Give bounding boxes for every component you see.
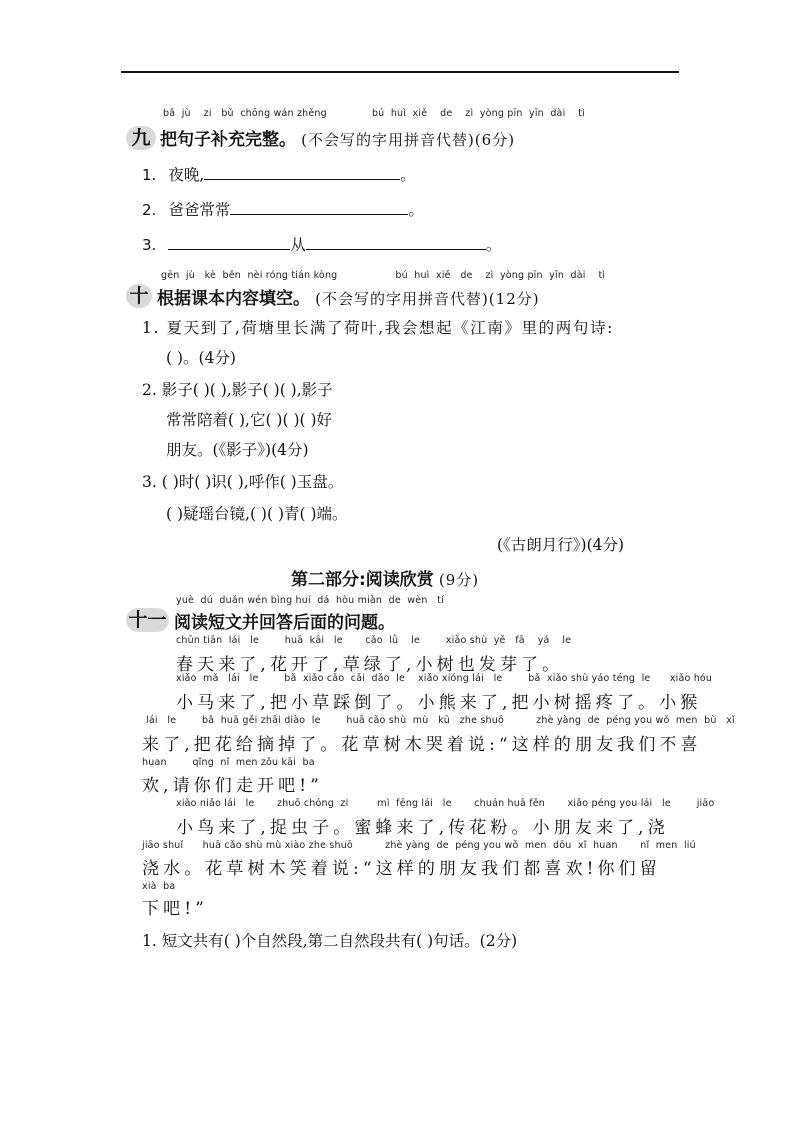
passage-pinyin: xiǎo mǎ lái le bǎ xiǎo cǎo cǎi dǎo le xiǎo xióng lái le bǎ xiǎo shù yáo téng le xiǎo hóu <box>176 673 713 684</box>
passage-line: 春天来了,花开了,草绿了,小树也发芽了。 <box>176 655 564 675</box>
header-rule <box>121 71 679 73</box>
passage-pinyin: jiāo shuǐ huā cǎo shù mù xiào zhe shuō zhè yàng de péng you wǒ men dōu xǐ huan nǐ men liú <box>142 840 696 851</box>
q10-title: 根据课本内容填空。 <box>157 289 310 309</box>
q10-line-2: ( )。(4分) <box>166 349 236 367</box>
part2-title: 第二部分:阅读欣赏 <box>291 570 434 590</box>
q10-title-pinyin: gēn jù kè běn nèi róng tián kòng bú huì xiě de zì yòng pīn yīn dài tì <box>161 270 606 281</box>
q10-line-4: 常常陪着( ),它( )( )( )好 <box>166 411 333 429</box>
q10-line-3: 2. 影子( )( ),影子( )( ),影子 <box>142 381 333 399</box>
q10-heading <box>157 284 540 309</box>
q11-heading <box>174 608 395 633</box>
q9-item-2: 2. 爸爸常常 。 <box>142 201 424 219</box>
q9-title-pinyin: bǎ jù zi bǔ chōng wán zhěng bú huì xiě de zì yòng pīn yīn dài tì <box>163 108 586 119</box>
q9-item-1: 1. 夜晚, 。 <box>142 166 416 184</box>
passage-line: 小马来了,把小草踩倒了。小熊来了,把小树摇疼了。小猴 <box>176 693 702 713</box>
passage-pinyin: xià ba <box>142 881 176 892</box>
q10-line-6: 3. ( )时( )识( ),呼作( )玉盘。 <box>142 473 344 491</box>
q9-note: (不会写的字用拼音代替)(6分) <box>301 131 516 149</box>
passage-pinyin: chūn tiān lái le huā kāi le cǎo lǜ le xiǎo shù yě fā yá le <box>176 635 572 646</box>
passage-line: 下吧!” <box>142 899 208 919</box>
q9-heading <box>160 125 515 150</box>
q10-line-1: 1. 夏天到了,荷塘里长满了荷叶,我会想起《江南》里的两句诗: <box>142 319 614 337</box>
passage-pinyin: huan qǐng nǐ men zǒu kāi ba <box>142 757 315 768</box>
answer-blank[interactable] <box>306 235 486 250</box>
answer-blank[interactable] <box>204 165 400 180</box>
part2-heading <box>291 565 479 590</box>
q11-question-1: 1. 短文共有( )个自然段,第二自然段共有( )句话。(2分) <box>142 932 518 950</box>
passage-line: 来了,把花给摘掉了。花草树木哭着说:“这样的朋友我们不喜 <box>142 735 702 755</box>
passage-line: 小鸟来了,捉虫子。蜜蜂来了,传花粉。小朋友来了,浇 <box>176 818 669 838</box>
passage-line: 欢,请你们走开吧!” <box>142 776 323 796</box>
q9-item-3: 3. 从 。 <box>142 236 502 254</box>
answer-blank[interactable] <box>230 200 408 215</box>
q10-line-8: (《古朗月行》)(4分) <box>497 536 625 554</box>
q10-line-7: ( )疑瑶台镜,( )( )青( )端。 <box>166 505 348 523</box>
passage-pinyin: lái le bǎ huā gěi zhāi diào le huā cǎo shù mù kū zhe shuō zhè yàng de péng you wǒ men bù xǐ <box>146 715 735 726</box>
q9-number-badge: 九 <box>126 126 156 150</box>
q11-number-badge: 十一 <box>126 608 169 632</box>
q10-note: (不会写的字用拼音代替)(12分) <box>315 290 540 308</box>
q10-line-5: 朋友。(《影子》)(4分) <box>166 441 309 459</box>
part2-score: (9分) <box>438 571 480 589</box>
passage-pinyin: xiǎo niǎo lái le zhuō chóng zi mì fēng lái le chuán huā fěn xiǎo péng you lái le jiāo <box>176 798 715 809</box>
passage-line: 浇水。花草树木笑着说:“这样的朋友我们都喜欢!你们留 <box>142 859 661 879</box>
q11-title-pinyin: yuè dú duǎn wén bìng huí dá hòu miàn de wèn tí <box>176 595 444 606</box>
q10-number-badge: 十 <box>126 284 152 308</box>
q11-title: 阅读短文并回答后面的问题。 <box>174 613 395 633</box>
answer-blank[interactable] <box>168 235 290 250</box>
q9-title: 把句子补充完整。 <box>160 130 296 150</box>
